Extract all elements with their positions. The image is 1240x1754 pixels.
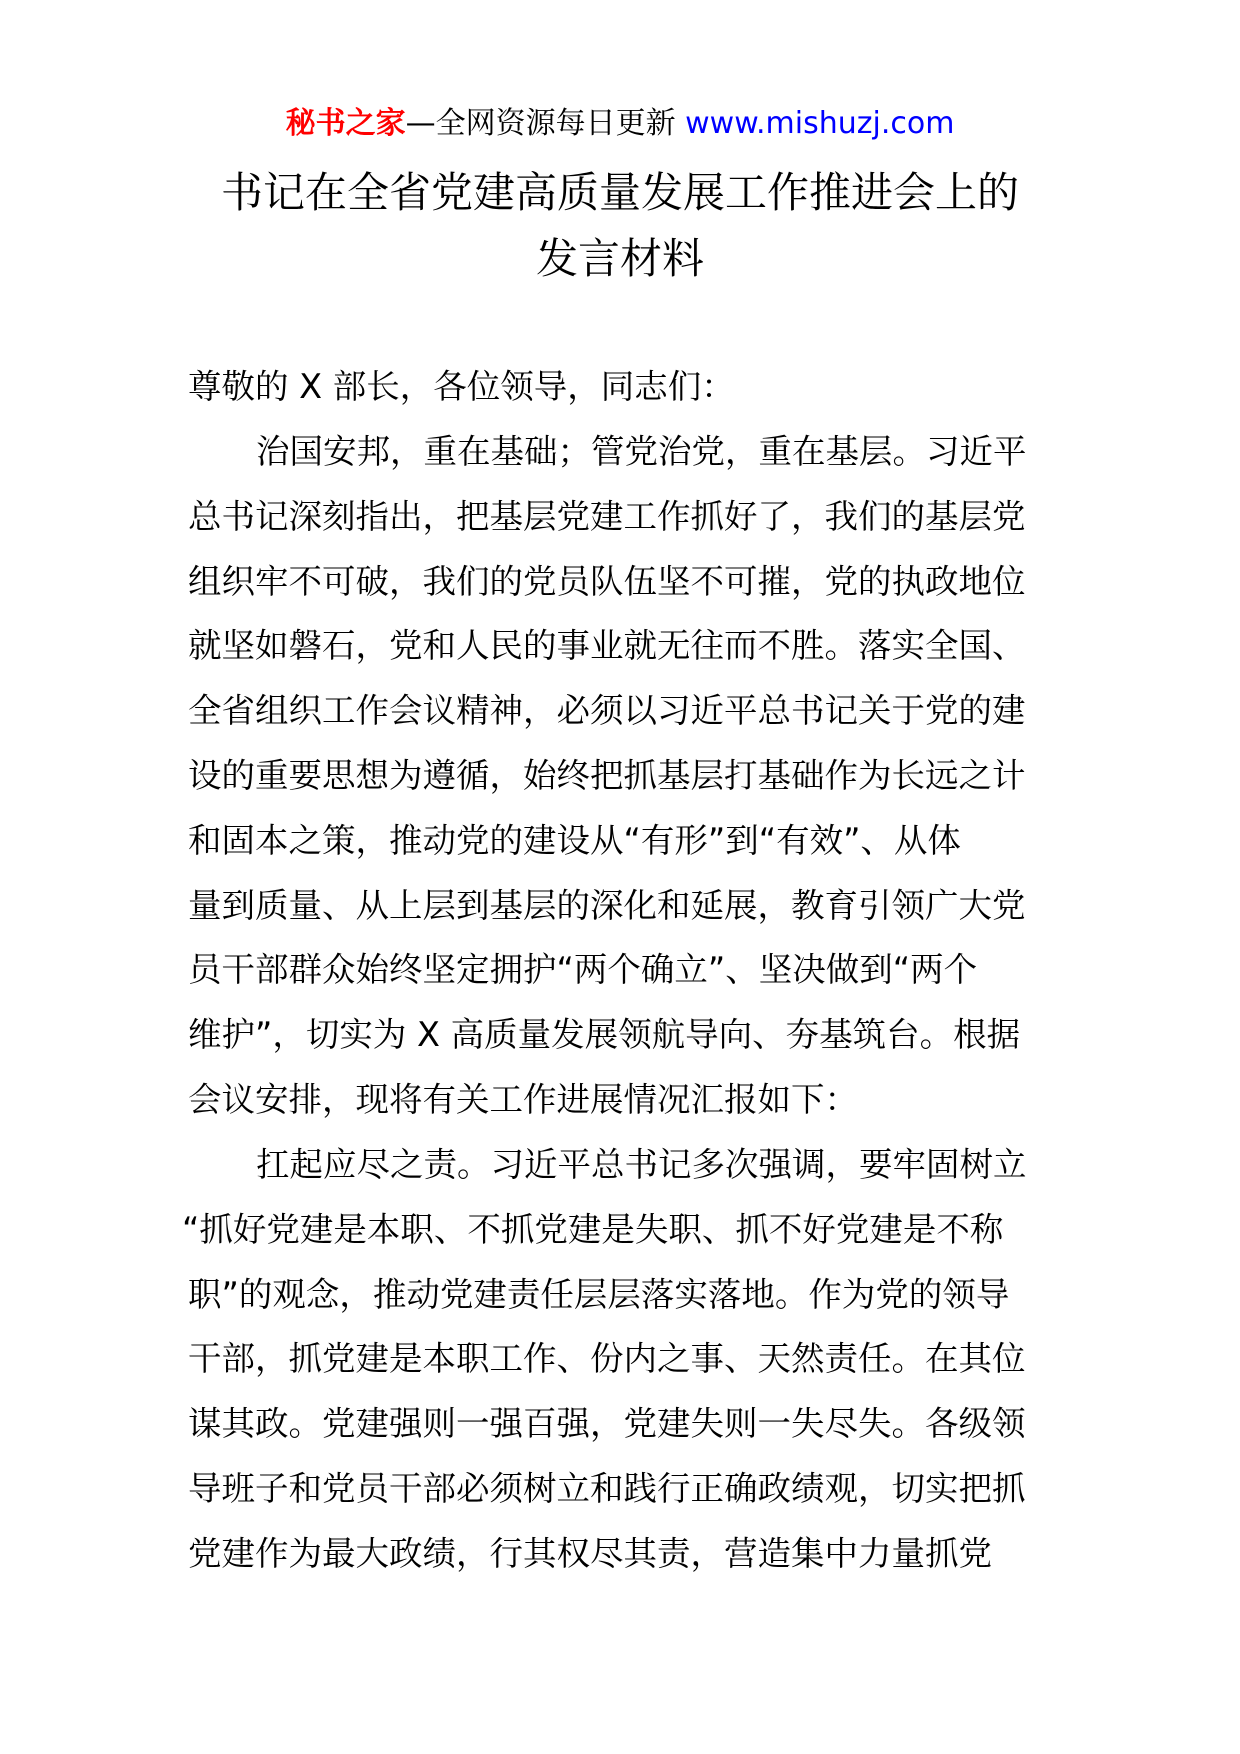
paragraph-line: 维护”，切实为 X 高质量发展领航导向、夯基筑台。根据	[188, 1015, 1021, 1055]
paragraph-line: 总书记深刻指出，把基层党建工作抓好了，我们的基层党	[188, 496, 1026, 536]
site-url-link[interactable]: www.mishuzj.com	[685, 106, 955, 141]
paragraph-line: 和固本之策，推动党的建设从“有形”到“有效”、从体	[188, 820, 961, 860]
paragraph-line: 党建作为最大政绩，行其权尽其责，营造集中力量抓党	[188, 1533, 992, 1573]
paragraph-line: 干部，抓党建是本职工作、份内之事、天然责任。在其位	[188, 1339, 1026, 1379]
paragraph-1	[188, 420, 1054, 1133]
paragraph-line: 组织牢不可破，我们的党员队伍坚不可摧，党的执政地位	[188, 561, 1026, 601]
paragraph-line: 治国安邦，重在基础；管党治党，重在基层。习近平	[256, 432, 1027, 471]
brand-name: 秘书之家	[285, 106, 406, 141]
paragraph-line: 员干部群众始终坚定拥护“两个确立”、坚决做到“两个	[188, 950, 978, 990]
paragraph-line: 扛起应尽之责。习近平总书记多次强调，要牢固树立	[256, 1145, 1027, 1184]
paragraph-line: 职”的观念，推动党建责任层层落实落地。作为党的领导	[188, 1274, 1010, 1314]
paragraph-line: 就坚如磐石，党和人民的事业就无往而不胜。落实全国、	[188, 626, 1026, 666]
site-header	[0, 100, 1240, 148]
paragraph-line: 设的重要思想为遵循，始终把抓基层打基础作为长远之计	[188, 755, 1026, 795]
header-tagline: —全网资源每日更新	[405, 106, 686, 141]
salutation: 尊敬的 X 部长，各位领导，同志们：	[188, 367, 735, 406]
paragraph-2	[182, 1133, 1054, 1587]
paragraph-line: “抓好党建是本职、不抓党建是失职、抓不好党建是不称	[182, 1209, 1004, 1249]
paragraph-line: 导班子和党员干部必须树立和践行正确政绩观，切实把抓	[188, 1468, 1026, 1508]
paragraph-line: 谋其政。党建强则一强百强，党建失则一失尽失。各级领	[188, 1404, 1026, 1444]
paragraph-line: 会议安排，现将有关工作进展情况汇报如下：	[188, 1079, 858, 1119]
document-title-line-1: 书记在全省党建高质量发展工作推进会上的	[220, 168, 1019, 217]
paragraph-line: 量到质量、从上层到基层的深化和延展，教育引领广大党	[188, 885, 1026, 925]
paragraph-line: 全省组织工作会议精神，必须以习近平总书记关于党的建	[188, 691, 1026, 731]
document-title-line-2: 发言材料	[535, 234, 704, 283]
